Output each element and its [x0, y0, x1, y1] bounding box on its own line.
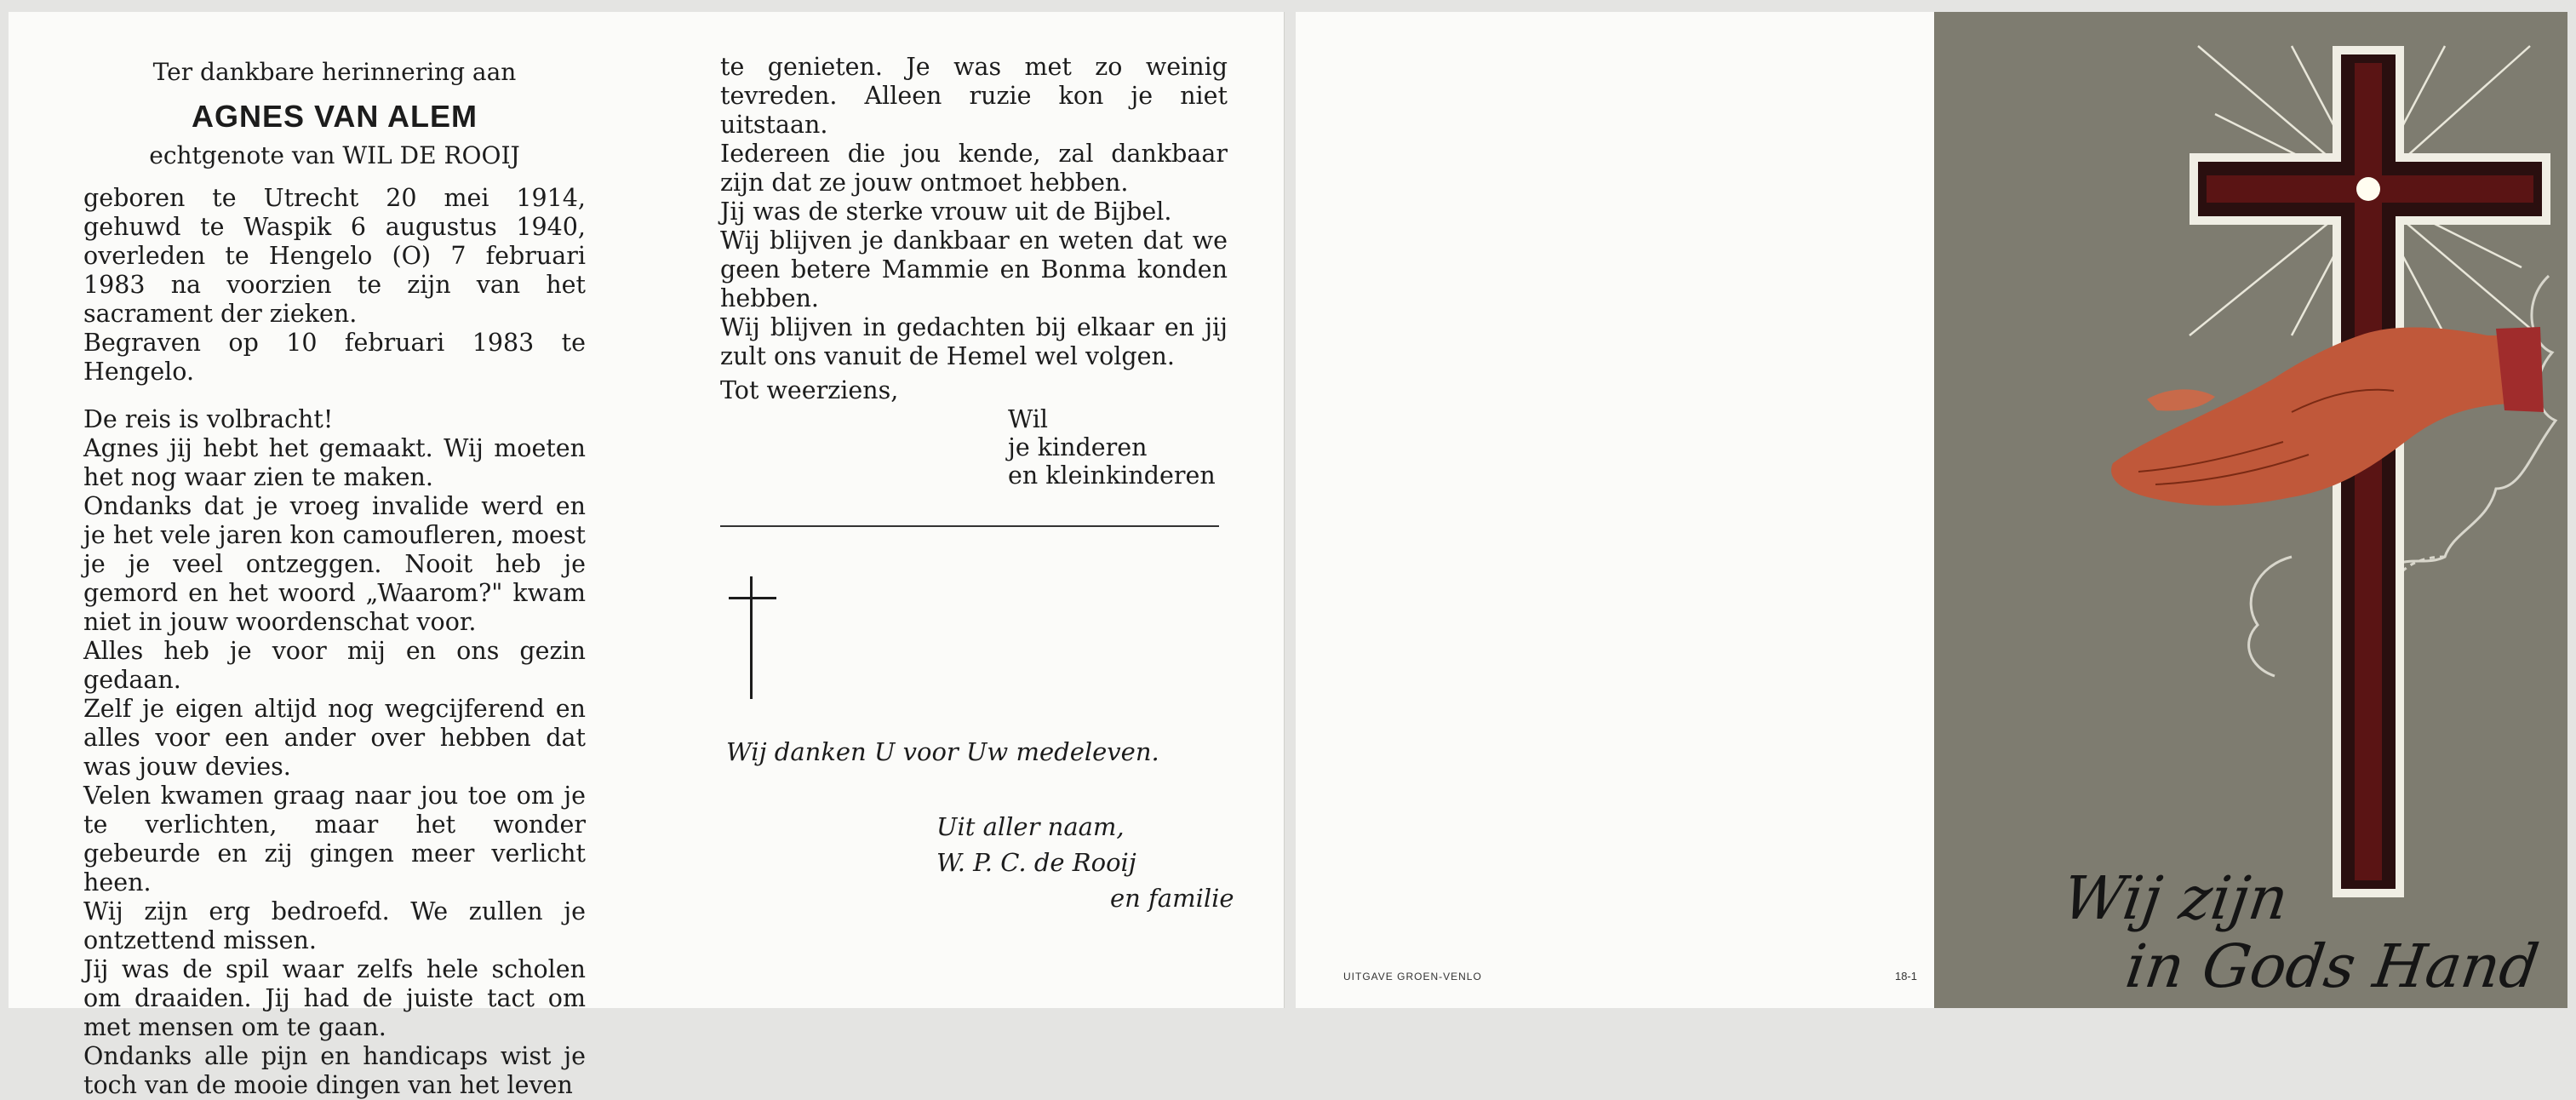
- cover-title-line: in Gods Hand: [2121, 931, 2544, 1001]
- memorial-text: [83, 405, 586, 1100]
- memorial-paragraph: Alles heb je voor mij en ons gezin gedaan.: [83, 637, 586, 694]
- memorial-paragraph: Jij was de sterke vrouw uit de Bijbel.: [720, 198, 1172, 226]
- memorial-paragraph: Wij blijven je dankbaar en weten dat we geen betere Mammie en Bonma konden hebben.: [720, 226, 1228, 312]
- closing-name: W. P. C. de Rooij: [936, 848, 1136, 877]
- right-column: [720, 53, 1228, 490]
- closing-line: en familie: [1110, 884, 1234, 913]
- signature-line: en kleinkinderen: [1008, 461, 1216, 490]
- biography: [83, 184, 586, 387]
- farewell: Tot weerziens,: [720, 376, 899, 404]
- memorial-paragraph: te genieten. Je was met zo weinig tevreden. Alleen ruzie kon je niet uitstaan.: [720, 53, 1228, 139]
- cross-and-hand-illustration: [1934, 12, 2567, 1008]
- cover-title-line: Wij zijn: [2058, 863, 2293, 933]
- card-inner-spread: [9, 12, 1285, 1099]
- closing-block: [936, 809, 1234, 916]
- light-glow: [2356, 177, 2380, 201]
- card-cover: [1934, 12, 2567, 1008]
- memorial-paragraph: Wij blijven in gedachten bij elkaar en jij zult ons vanuit de Hemel wel volgen.: [720, 313, 1228, 370]
- memorial-paragraph: Ondanks alle pijn en handicaps wist je toch van de mooie dingen van het leven: [83, 1042, 586, 1099]
- deceased-name: AGNES VAN ALEM: [191, 99, 478, 134]
- thanks-line: Wij danken U voor Uw medeleven.: [726, 737, 1159, 766]
- signature-line: je kinderen: [1008, 433, 1148, 461]
- left-column: [83, 53, 586, 1100]
- memorial-paragraph: De reis is volbracht!: [83, 405, 334, 433]
- memorial-paragraph: Zelf je eigen altijd nog wegcijferend en alles voor een ander over hebben dat was jouw devies.: [83, 695, 586, 781]
- memorial-paragraph: Agnes jij hebt het gemaakt. Wij moeten het nog waar zien te maken.: [83, 434, 586, 491]
- memorial-paragraph: Jij was de spil waar zelfs hele scholen om draaiden. Jij had de juiste tact om met mensen om te gaan.: [83, 955, 586, 1041]
- publisher-imprint: UITGAVE GROEN-VENLO: [1343, 971, 1482, 983]
- memorial-paragraph: Ondanks dat je vroeg invalide werd en je het vele jaren kon camoufleren, moest je je veel ontzeggen. Nooit heb je gemord en het woord „Waarom?" kwam niet in jouw woordenschat voor.: [83, 492, 586, 636]
- card-code: 18-1: [1894, 970, 1917, 983]
- closing-line: Uit aller naam,: [936, 812, 1125, 841]
- signature-block: [1008, 405, 1228, 490]
- cross-icon: [729, 576, 776, 699]
- divider-line: [720, 525, 1219, 527]
- spouse-line: echtgenote van WIL DE ROOIJ: [149, 141, 520, 169]
- intro-line: Ter dankbare herinnering aan: [152, 58, 517, 86]
- memorial-paragraph: Iedereen die jou kende, zal dankbaar zijn dat ze jouw ontmoet hebben.: [720, 140, 1228, 197]
- signature-line: Wil: [1008, 405, 1049, 433]
- memorial-text-continued: [720, 53, 1228, 405]
- memorial-paragraph: Velen kwamen graag naar jou toe om je te verlichten, maar het wonder gebeurde en zij gingen meer verlicht heen.: [83, 782, 586, 897]
- bio-paragraph: Begraven op 10 februari 1983 te Hengelo.: [83, 329, 586, 386]
- bio-paragraph: geboren te Utrecht 20 mei 1914, gehuwd te Waspik 6 augustus 1940, overleden te Hengelo (O) 7 februari 1983 na voorzien te zijn van het sacrament der zieken.: [83, 184, 586, 328]
- card-back-page: [1296, 12, 1934, 1008]
- memorial-paragraph: Wij zijn erg bedroefd. We zullen je ontzettend missen.: [83, 897, 586, 954]
- hand-illustration: [2111, 327, 2544, 506]
